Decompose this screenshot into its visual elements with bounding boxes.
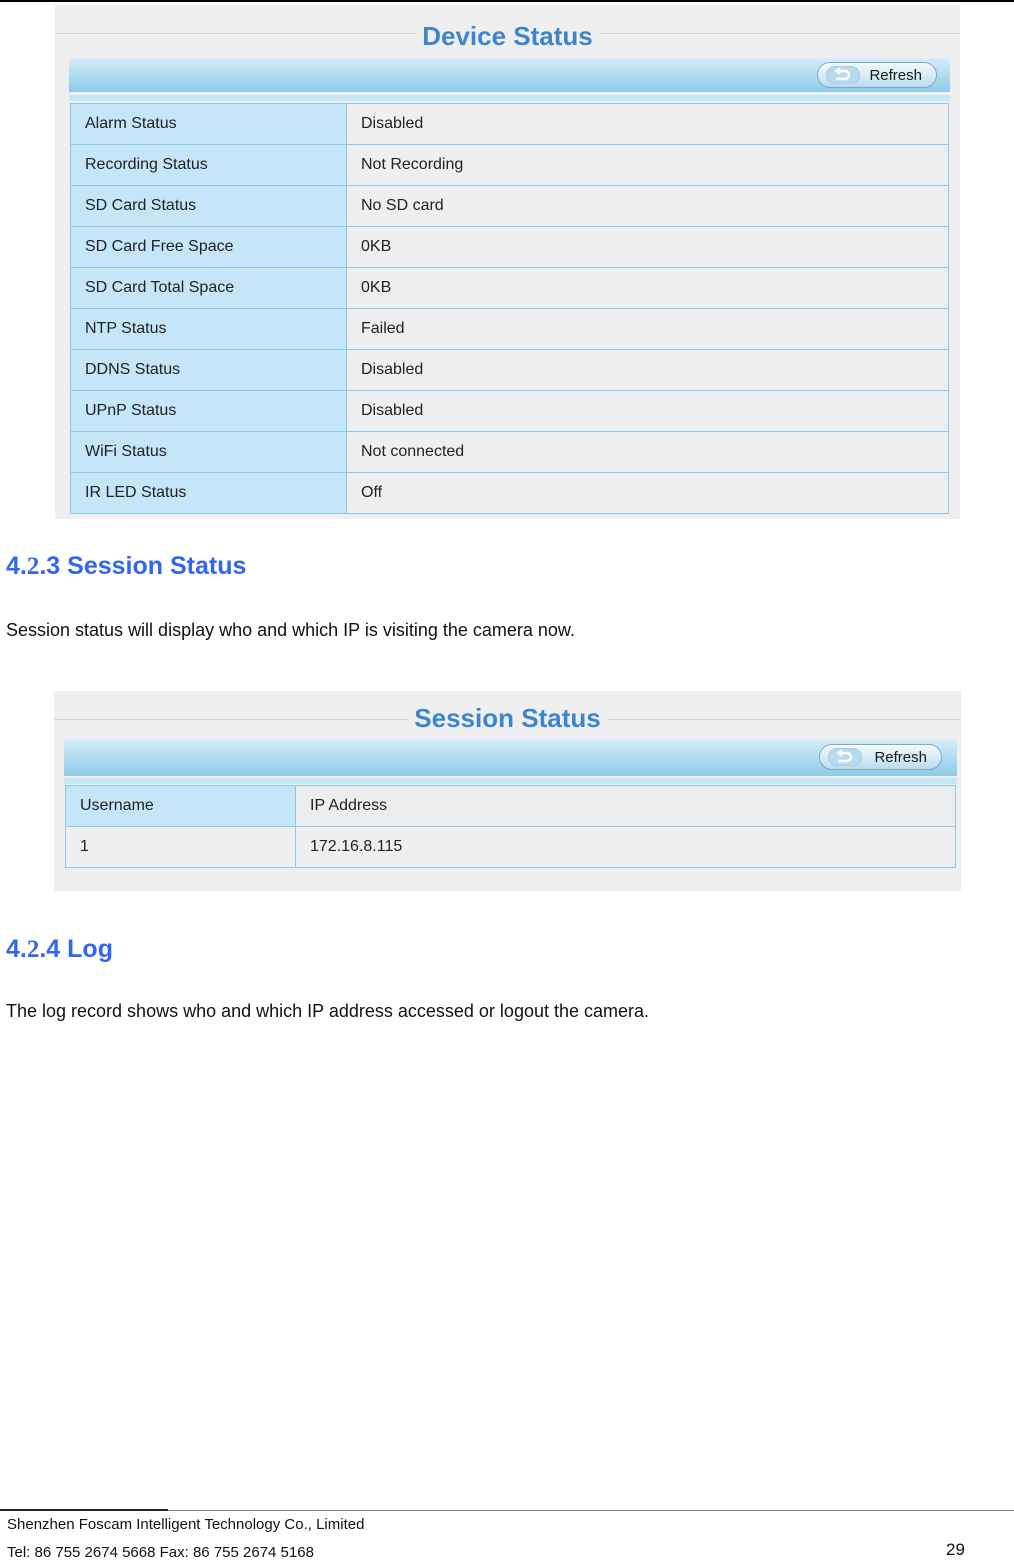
row-value: Off [347,473,949,514]
log-description: The log record shows who and which IP address accessed or logout the camera. [6,1001,650,1021]
table-row [71,186,949,227]
row-label: NTP Status [71,309,347,350]
row-value: Disabled [347,104,949,145]
row-value: No SD card [347,186,949,227]
row-label: SD Card Status [71,186,347,227]
table-header-row [66,786,956,827]
row-value: 0KB [347,227,949,268]
row-value: 0KB [347,268,949,309]
device-status-panel [55,5,960,519]
table-row [66,827,956,868]
session-status-table [65,785,956,868]
refresh-icon [826,66,860,84]
section-heading-log: 4.2.4 Log [6,935,113,963]
session-status-description: Session status will display who and which IP is visiting the camera now. [6,620,575,640]
table-row [71,350,949,391]
row-label: Recording Status [71,145,347,186]
table-row [71,104,949,145]
page-number: 29 [946,1540,965,1559]
refresh-button[interactable] [819,744,942,770]
row-value: Disabled [347,391,949,432]
device-status-table [70,103,949,514]
footer-company: Shenzhen Foscam Intelligent Technology Co., Limited [7,1516,365,1533]
ip-address-cell: 172.16.8.115 [296,827,956,868]
table-row [71,391,949,432]
table-row [71,227,949,268]
row-value: Disabled [347,350,949,391]
refresh-icon [828,748,862,766]
refresh-label: Refresh [869,67,922,84]
session-status-title: Session Status [54,703,961,734]
refresh-button[interactable] [817,62,937,88]
column-header-ip-address: IP Address [296,786,956,827]
table-row [71,309,949,350]
section-heading-session-status: 4.2.3 Session Status [6,552,247,580]
device-status-title: Device Status [55,21,960,52]
toolbar-divider [69,95,950,101]
row-label: DDNS Status [71,350,347,391]
row-label: Alarm Status [71,104,347,145]
table-row [71,268,949,309]
row-value: Failed [347,309,949,350]
footer-rule-accent [0,1509,168,1511]
row-value: Not connected [347,432,949,473]
username-cell: 1 [66,827,296,868]
footer-contact: Tel: 86 755 2674 5668 Fax: 86 755 2674 5168 [7,1544,314,1561]
column-header-username: Username [66,786,296,827]
row-label: SD Card Total Space [71,268,347,309]
table-row [71,432,949,473]
table-row [71,473,949,514]
row-label: IR LED Status [71,473,347,514]
session-status-panel [54,691,961,891]
row-value: Not Recording [347,145,949,186]
row-label: WiFi Status [71,432,347,473]
row-label: SD Card Free Space [71,227,347,268]
refresh-label: Refresh [874,749,927,766]
session-status-toolbar [64,739,957,776]
toolbar-divider [64,778,957,784]
table-row [71,145,949,186]
top-rule [0,0,1014,2]
device-status-toolbar [69,58,950,92]
row-label: UPnP Status [71,391,347,432]
